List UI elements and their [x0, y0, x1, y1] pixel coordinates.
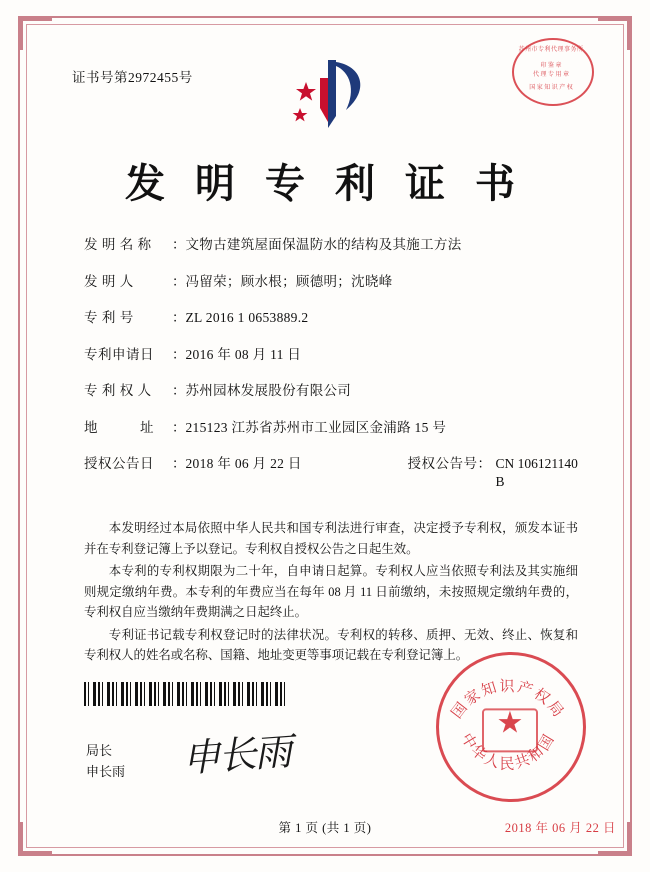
signature-block	[86, 740, 125, 782]
corner-ornament-top-left	[18, 16, 52, 50]
agency-stamp	[512, 38, 592, 104]
field-label: 授权公告日	[84, 456, 154, 471]
page-footer: 第 1 页 (共 1 页)	[278, 821, 372, 835]
agency-stamp-line1: 苏州市专利代理事务所	[518, 47, 584, 53]
star-icon: ★	[496, 706, 524, 740]
field-value-announcement-number: CN 106121140 B	[495, 456, 578, 489]
field-grant-announcement	[84, 455, 580, 491]
field-colon: ：	[172, 346, 186, 362]
field-value: 苏州园林发展股份有限公司	[185, 383, 352, 398]
legal-paragraph-2: 本专利的专利权期限为二十年，自申请日起算。专利权人应当依照专利法及其实施细则规定缴纳年费。本专利的年费应当在每年 08 月 11 日前缴纳，未按照规定缴纳年费的，专利权自应当缴纳年费期满之日起终止。	[84, 564, 578, 619]
field-label: 专利申请日	[84, 346, 154, 362]
field-value: 文物古建筑屋面保温防水的结构及其施工方法	[185, 237, 462, 252]
field-invention-name	[84, 236, 580, 254]
svg-text:国家知识产权局: 国家知识产权局	[448, 678, 568, 722]
corner-ornament-top-right	[598, 16, 632, 50]
certificate-number: 证书号第2972455号	[72, 70, 193, 85]
field-colon: ：	[172, 310, 186, 325]
field-value: 215123 江苏省苏州市工业园区金浦路 15 号	[185, 419, 447, 435]
seal-date: 2018 年 06 月 22 日	[504, 821, 616, 835]
field-value: ZL 2016 1 0653889.2	[185, 310, 309, 325]
barcode	[84, 682, 289, 706]
legal-paragraph-3: 专利证书记载专利权登记时的法律状况。专利权的转移、质押、无效、终止、恢复和专利权人的姓名或名称、国籍、地址变更等事项记载在专利登记簿上。	[84, 627, 578, 662]
field-label: 发 明 人	[84, 273, 134, 289]
agency-stamp-line4: 国 家 知 识 产 权	[529, 85, 573, 91]
field-application-date	[84, 346, 580, 364]
director-title-label: 局长	[86, 743, 113, 758]
field-label-announcement-number: 授权公告号：	[407, 456, 492, 471]
legal-body-text	[84, 518, 578, 668]
field-address	[84, 419, 580, 437]
field-colon: ：	[172, 456, 186, 471]
field-patent-number	[84, 309, 580, 327]
field-value: 2016 年 08 月 11 日	[185, 346, 302, 362]
field-value: 2018 年 06 月 22 日	[185, 456, 302, 471]
field-inventors	[84, 273, 580, 291]
field-label: 专 利 权 人	[84, 383, 152, 398]
handwritten-signature: 申长雨	[180, 731, 292, 781]
sipo-logo-icon	[284, 56, 376, 142]
field-colon: ：	[172, 383, 186, 398]
certificate-fields	[84, 236, 580, 510]
director-name-label: 申长雨	[86, 764, 126, 779]
page-title: 发 明 专 利 证 书	[125, 161, 525, 206]
field-patentee	[84, 382, 580, 400]
legal-paragraph-1: 本发明经过本局依照中华人民共和国专利法进行审查，决定授予专利权，颁发本证书并在专利登记簿上予以登记。专利权自授权公告之日起生效。	[84, 521, 578, 556]
field-label: 专 利 号	[84, 310, 134, 325]
field-colon: ：	[172, 419, 186, 435]
field-label: 发 明 名 称	[84, 237, 152, 252]
agency-stamp-line2: 印 鉴 章	[540, 63, 562, 69]
official-seal	[436, 652, 584, 800]
field-value: 冯留荣；顾水根；顾德明；沈晓峰	[185, 273, 393, 289]
field-label: 地 址	[84, 419, 154, 435]
field-colon: ：	[172, 273, 186, 289]
field-colon: ：	[172, 237, 186, 252]
svg-text:中华人民共和国: 中华人民共和国	[457, 730, 559, 773]
agency-stamp-line3: 代 理 专 用 章	[532, 72, 569, 78]
